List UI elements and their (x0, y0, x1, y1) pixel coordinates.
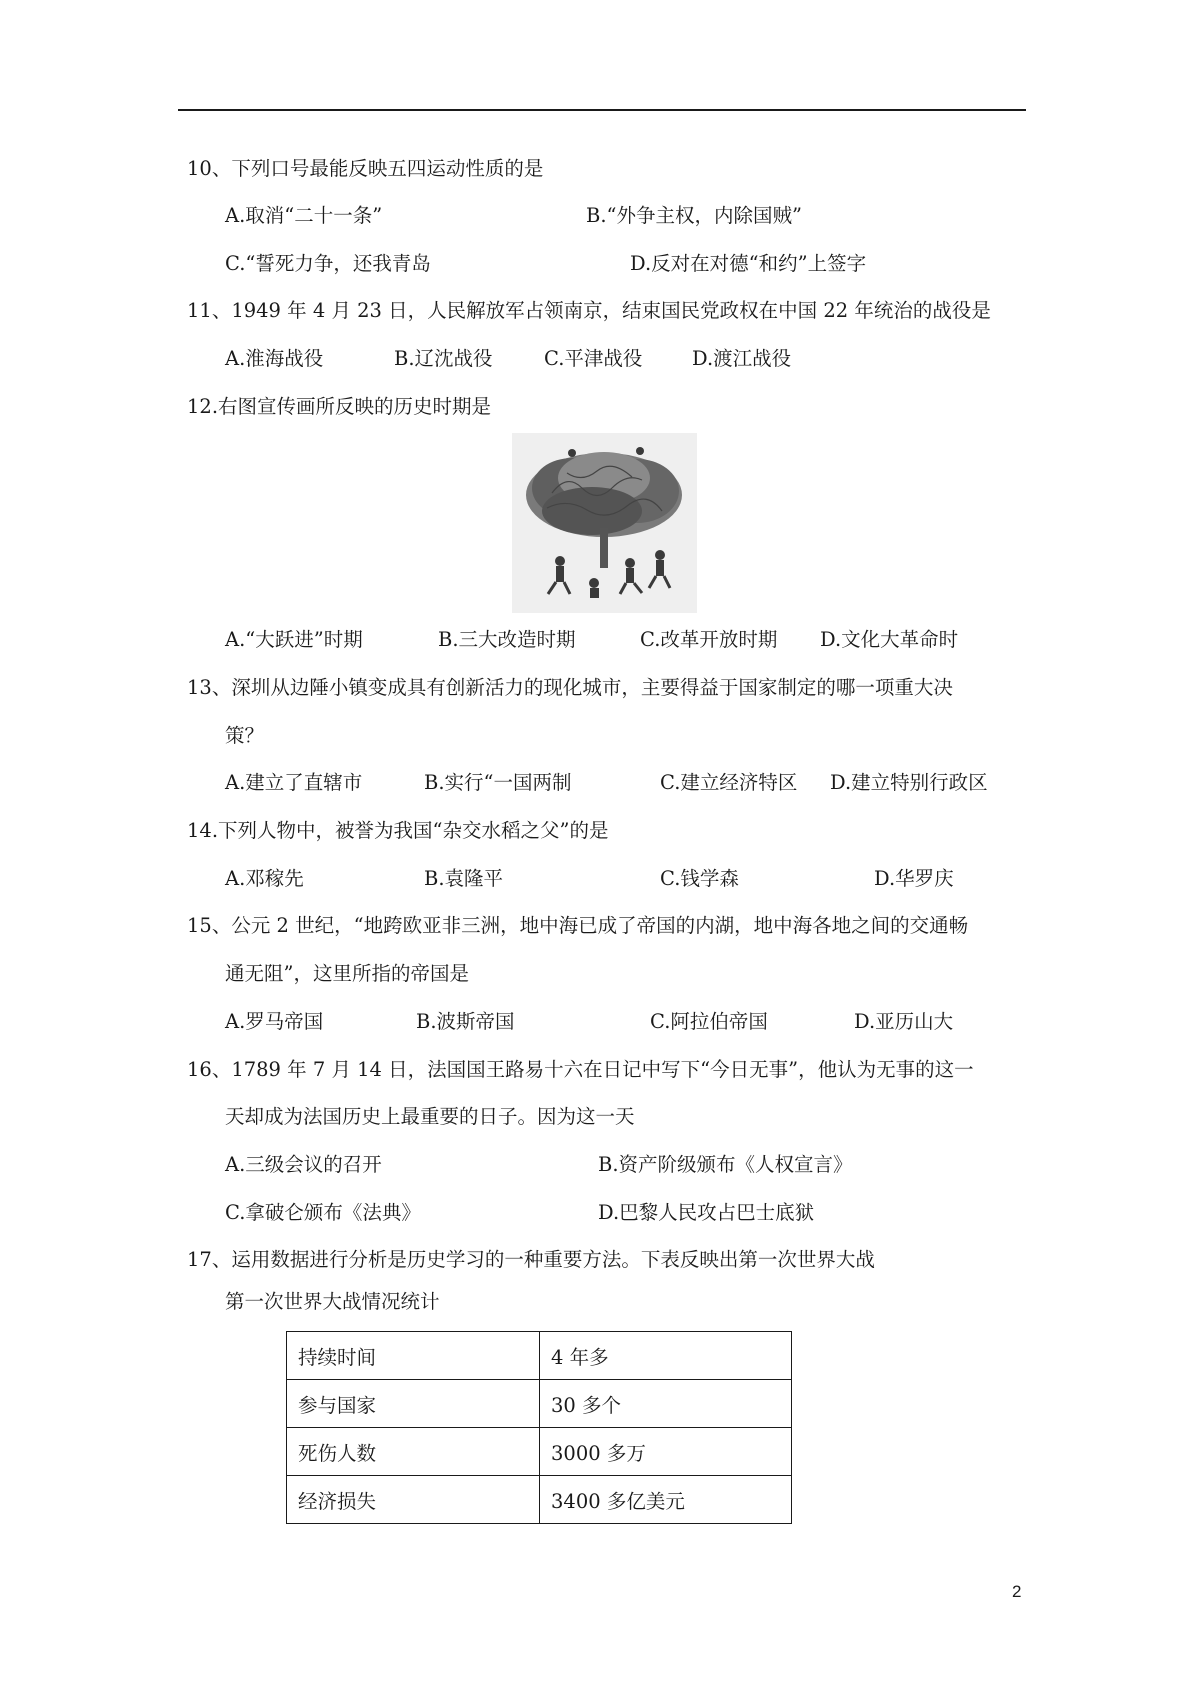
q13-option-c: C.建立经济特区 (660, 771, 798, 794)
q16-stem-line1: 16、1789 年 7 月 14 日，法国国王路易十六在日记中写下“今日无事”，他认为无事的这一 (187, 1058, 974, 1081)
q12-option-d: D.文化大革命时 (820, 628, 959, 651)
header-rule (178, 109, 1026, 111)
q16-option-d: D.巴黎人民攻占巴士底狱 (598, 1201, 815, 1224)
q12-option-b: B.三大改造时期 (438, 628, 576, 651)
q13-option-d: D.建立特别行政区 (830, 771, 988, 794)
q12-stem: 12.右图宣传画所反映的历史时期是 (187, 395, 492, 418)
q13-option-b: B.实行“一国两制 (424, 771, 572, 794)
ww1-statistics-table (286, 1331, 792, 1524)
table-cell-value: 3400 多亿美元 (540, 1476, 792, 1524)
propaganda-painting-image (512, 433, 697, 613)
q13-stem-line2: 策？ (225, 724, 265, 747)
q12-option-a: A.“大跃进”时期 (225, 628, 363, 651)
table-row (287, 1428, 792, 1476)
q16-stem-line2: 天却成为法国历史上最重要的日子。因为这一天 (225, 1105, 635, 1128)
q13-stem-line1: 13、深圳从边陲小镇变成具有创新活力的现化城市，主要得益于国家制定的哪一项重大决 (187, 676, 953, 699)
table-title: 第一次世界大战情况统计 (225, 1290, 440, 1313)
q10-option-c: C.“誓死力争，还我青岛 (225, 252, 431, 275)
q10-stem: 10、下列口号最能反映五四运动性质的是 (187, 157, 544, 180)
q17-stem: 17、运用数据进行分析是历史学习的一种重要方法。下表反映出第一次世界大战 (187, 1248, 875, 1271)
q16-option-a: A.三级会议的召开 (225, 1153, 382, 1176)
q15-option-a: A.罗马帝国 (225, 1010, 324, 1033)
table-cell-label: 死伤人数 (287, 1428, 540, 1476)
propaganda-painting-illustration (512, 433, 697, 613)
page-number: 2 (1012, 1582, 1022, 1601)
q15-stem-line1: 15、公元 2 世纪，“地跨欧亚非三洲，地中海已成了帝国的内湖，地中海各地之间的交通畅 (187, 914, 969, 937)
q11-option-d: D.渡江战役 (692, 347, 792, 370)
table-cell-value: 30 多个 (540, 1380, 792, 1428)
q16-option-c: C.拿破仑颁布《法典》 (225, 1201, 421, 1224)
q12-option-c: C.改革开放时期 (640, 628, 778, 651)
q10-option-b: B.“外争主权，内除国贼” (586, 204, 802, 227)
table-cell-label: 持续时间 (287, 1332, 540, 1380)
q14-option-b: B.袁隆平 (424, 867, 504, 890)
q16-option-b: B.资产阶级颁布《人权宣言》 (598, 1153, 853, 1176)
table-row (287, 1476, 792, 1524)
table-row (287, 1380, 792, 1428)
q14-option-d: D.华罗庆 (874, 867, 954, 890)
q11-option-c: C.平津战役 (544, 347, 643, 370)
q14-stem: 14.下列人物中，被誉为我国“杂交水稻之父”的是 (187, 819, 609, 842)
q11-option-b: B.辽沈战役 (394, 347, 493, 370)
q15-option-b: B.波斯帝国 (416, 1010, 515, 1033)
table-cell-value: 4 年多 (540, 1332, 792, 1380)
q15-option-c: C.阿拉伯帝国 (650, 1010, 768, 1033)
table-cell-label: 参与国家 (287, 1380, 540, 1428)
q13-option-a: A.建立了直辖市 (225, 771, 363, 794)
q15-option-d: D.亚历山大 (854, 1010, 954, 1033)
q10-option-d: D.反对在对德“和约”上签字 (630, 252, 867, 275)
q11-option-a: A.淮海战役 (225, 347, 324, 370)
table-cell-label: 经济损失 (287, 1476, 540, 1524)
q10-option-a: A.取消“二十一条” (225, 204, 383, 227)
q11-stem: 11、1949 年 4 月 23 日，人民解放军占领南京，结束国民党政权在中国 22 年统治的战役是 (187, 299, 991, 322)
q15-stem-line2: 通无阻”，这里所指的帝国是 (225, 962, 469, 985)
table-row (287, 1332, 792, 1380)
table-cell-value: 3000 多万 (540, 1428, 792, 1476)
q14-option-c: C.钱学森 (660, 867, 739, 890)
q14-option-a: A.邓稼先 (225, 867, 304, 890)
